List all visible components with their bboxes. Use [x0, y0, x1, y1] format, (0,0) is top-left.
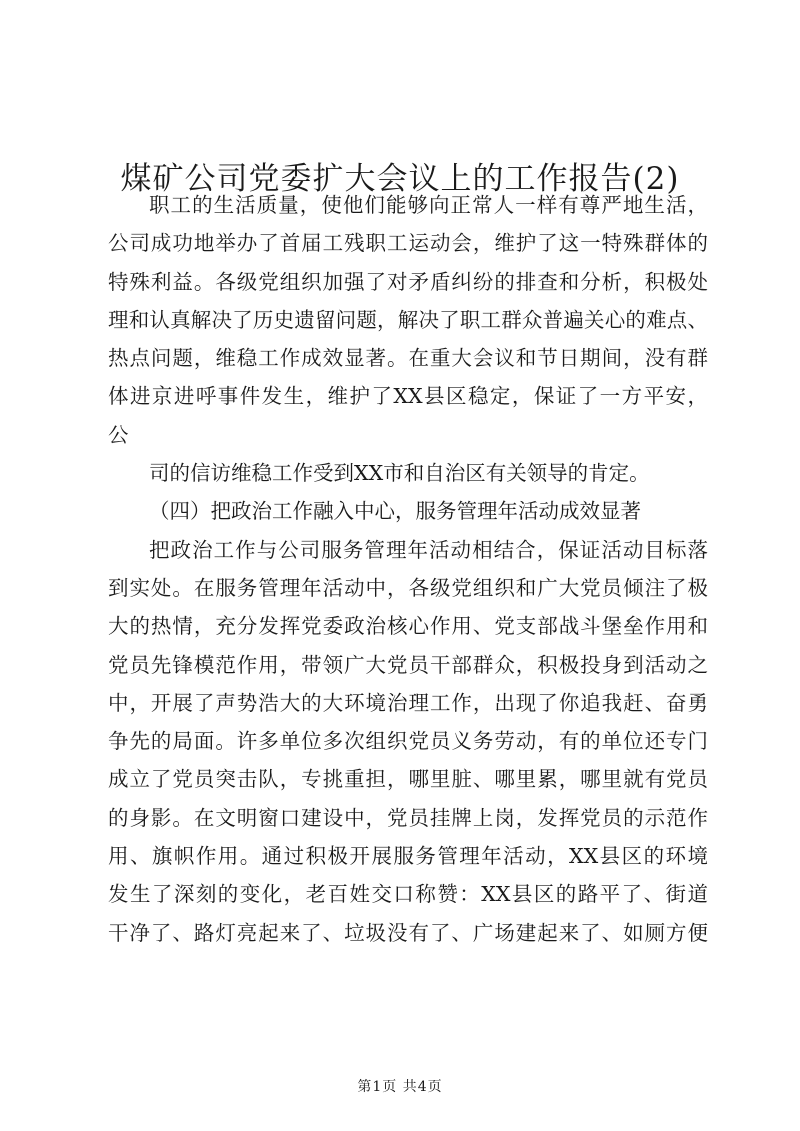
text-line: 的身影。在文明窗口建设中，党员挂牌上岗，发挥党员的示范作	[108, 805, 708, 830]
text-line: 干净了、路灯亮起来了、垃圾没有了、广场建起来了、如厕方便	[108, 920, 708, 945]
text-line: 争先的局面。许多单位多次组织党员义务劳动，有的单位还专门	[108, 729, 708, 754]
text-line: 党员先锋模范作用，带领广大党员干部群众，积极投身到活动之	[108, 652, 708, 677]
text-line: 热点问题，维稳工作成效显著。在重大会议和节日期间，没有群	[108, 346, 708, 371]
text-line: 用、旗帜作用。通过积极开展服务管理年活动，XX县区的环境	[108, 844, 708, 869]
section-heading: （四）把政治工作融入中心，服务管理年活动成效显著	[149, 499, 641, 524]
text-line: 把政治工作与公司服务管理年活动相结合，保证活动目标落	[149, 537, 708, 562]
page-number-footer: 第1页 共4页	[357, 1079, 443, 1095]
text-line: 大的热情，充分发挥党委政治核心作用、党支部战斗堡垒作用和	[108, 614, 708, 639]
document-body	[108, 186, 708, 952]
text-line: 体进京进呼事件发生，维护了XX县区稳定，保证了一方平安，	[108, 384, 708, 409]
body-text	[108, 186, 708, 952]
text-line: 到实处。在服务管理年活动中，各级党组织和广大党员倾注了极	[108, 575, 708, 600]
text-line: 成立了党员突击队，专挑重担，哪里脏、哪里累，哪里就有党员	[108, 767, 708, 792]
text-line: 职工的生活质量，使他们能够向正常人一样有尊严地生活，	[149, 193, 708, 217]
text-line: 发生了深刻的变化，老百姓交口称赞：XX县区的路平了、街道	[108, 882, 708, 907]
text-line: 公司成功地举办了首届工残职工运动会，维护了这一特殊群体的	[108, 231, 708, 256]
document-title: 煤矿公司党委扩大会议上的工作报告(2)	[120, 160, 680, 197]
text-line: 司的信访维稳工作受到XX市和自治区有关领导的肯定。	[149, 461, 650, 486]
text-line: 公	[108, 422, 129, 447]
text-line: 理和认真解决了历史遗留问题，解决了职工群众普遍关心的难点、	[108, 307, 708, 332]
text-line: 中，开展了声势浩大的大环境治理工作，出现了你追我赶、奋勇	[108, 690, 708, 715]
text-line: 特殊利益。各级党组织加强了对矛盾纠纷的排查和分析，积极处	[108, 269, 708, 294]
